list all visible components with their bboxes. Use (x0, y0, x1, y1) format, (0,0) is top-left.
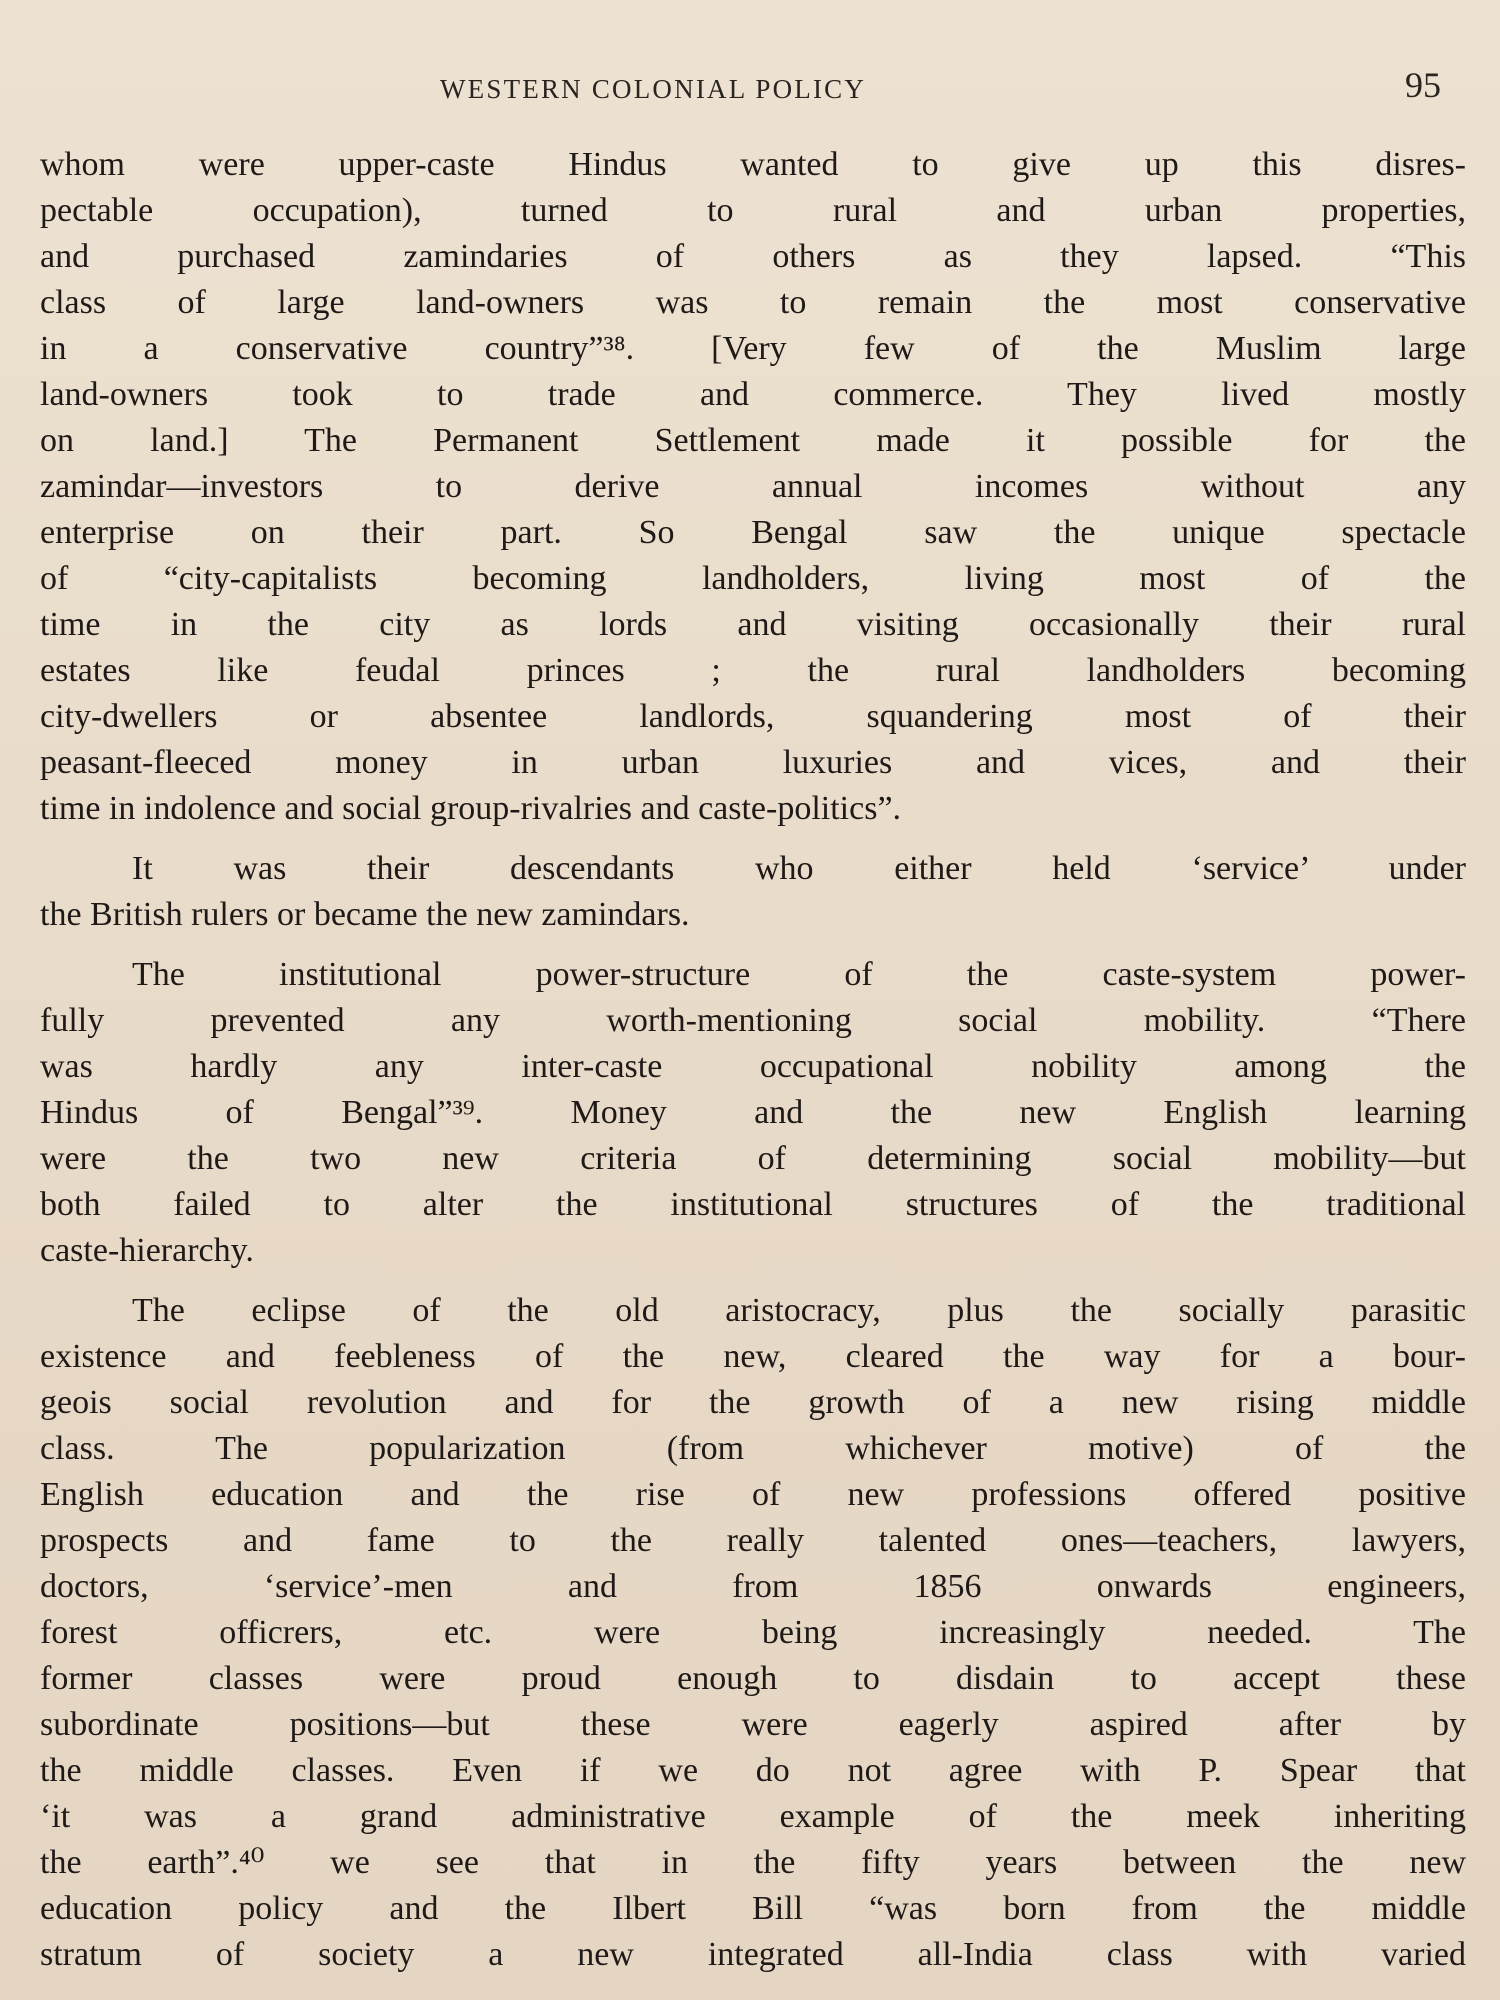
text-line: the earth”.⁴⁰ we see that in the fifty years between the new (40, 1844, 1466, 1881)
body-text (40, 142, 1466, 1978)
text-line: estates like feudal princes ; the rural landholders becoming (40, 652, 1466, 689)
text-line: The institutional power-structure of the caste-system power- (132, 956, 1466, 993)
paragraph-1 (40, 142, 1466, 832)
text-line: the British rulers or became the new zamindars. (40, 896, 690, 933)
running-title: WESTERN COLONIAL POLICY (440, 74, 867, 104)
text-line: geois social revolution and for the growth of a new rising middle (40, 1384, 1466, 1421)
page-number: 95 (1405, 65, 1441, 105)
text-line: in a conservative country”³⁸. [Very few of the Muslim large (40, 330, 1466, 367)
text-line: doctors, ‘service’-men and from 1856 onwards engineers, (40, 1568, 1466, 1605)
text-line: Hindus of Bengal”³⁹. Money and the new English learning (40, 1094, 1466, 1131)
text-line: existence and feebleness of the new, cleared the way for a bour- (40, 1338, 1466, 1375)
text-line: fully prevented any worth-mentioning social mobility. “There (40, 1002, 1466, 1039)
paragraph-2 (40, 846, 1466, 938)
text-line: on land.] The Permanent Settlement made it possible for the (40, 422, 1466, 459)
text-line: whom were upper-caste Hindus wanted to give up this disres- (40, 146, 1466, 183)
text-line: and purchased zamindaries of others as they lapsed. “This (40, 238, 1466, 275)
paragraph-4 (40, 1288, 1466, 1978)
text-line: time in indolence and social group-rivalries and caste-politics”. (40, 790, 902, 827)
text-line: class. The popularization (from whichever motive) of the (40, 1430, 1466, 1467)
text-line: time in the city as lords and visiting occasionally their rural (40, 606, 1466, 643)
text-line: forest officrers, etc. were being increasingly needed. The (40, 1614, 1466, 1651)
text-line: stratum of society a new integrated all-India class with varied (40, 1936, 1466, 1973)
text-line: zamindar—investors to derive annual incomes without any (40, 468, 1466, 505)
text-line: class of large land-owners was to remain the most conservative (40, 284, 1466, 321)
text-line: both failed to alter the institutional structures of the traditional (40, 1186, 1466, 1223)
text-line: enterprise on their part. So Bengal saw the unique spectacle (40, 514, 1466, 551)
text-line: subordinate positions—but these were eagerly aspired after by (40, 1706, 1466, 1743)
text-line: former classes were proud enough to disdain to accept these (40, 1660, 1466, 1697)
text-line: It was their descendants who either held ‘service’ under (132, 850, 1466, 887)
text-line: The eclipse of the old aristocracy, plus the socially parasitic (132, 1292, 1466, 1329)
text-line: education policy and the Ilbert Bill “was born from the middle (40, 1890, 1466, 1927)
text-line: ‘it was a grand administrative example of the meek inheriting (40, 1798, 1466, 1835)
text-line: peasant-fleeced money in urban luxuries and vices, and their (40, 744, 1466, 781)
text-line: English education and the rise of new professions offered positive (40, 1476, 1466, 1513)
text-line: city-dwellers or absentee landlords, squandering most of their (40, 698, 1466, 735)
text-line: prospects and fame to the really talented ones—teachers, lawyers, (40, 1522, 1466, 1559)
text-line: were the two new criteria of determining social mobility—but (40, 1140, 1466, 1177)
text-line: was hardly any inter-caste occupational nobility among the (40, 1048, 1466, 1085)
text-line: of “city-capitalists becoming landholders, living most of the (40, 560, 1466, 597)
text-line: caste-hierarchy. (40, 1232, 254, 1269)
text-line: pectable occupation), turned to rural and urban properties, (40, 192, 1466, 229)
text-line: the middle classes. Even if we do not agree with P. Spear that (40, 1752, 1466, 1789)
text-line: land-owners took to trade and commerce. They lived mostly (40, 376, 1466, 413)
paragraph-3 (40, 952, 1466, 1274)
